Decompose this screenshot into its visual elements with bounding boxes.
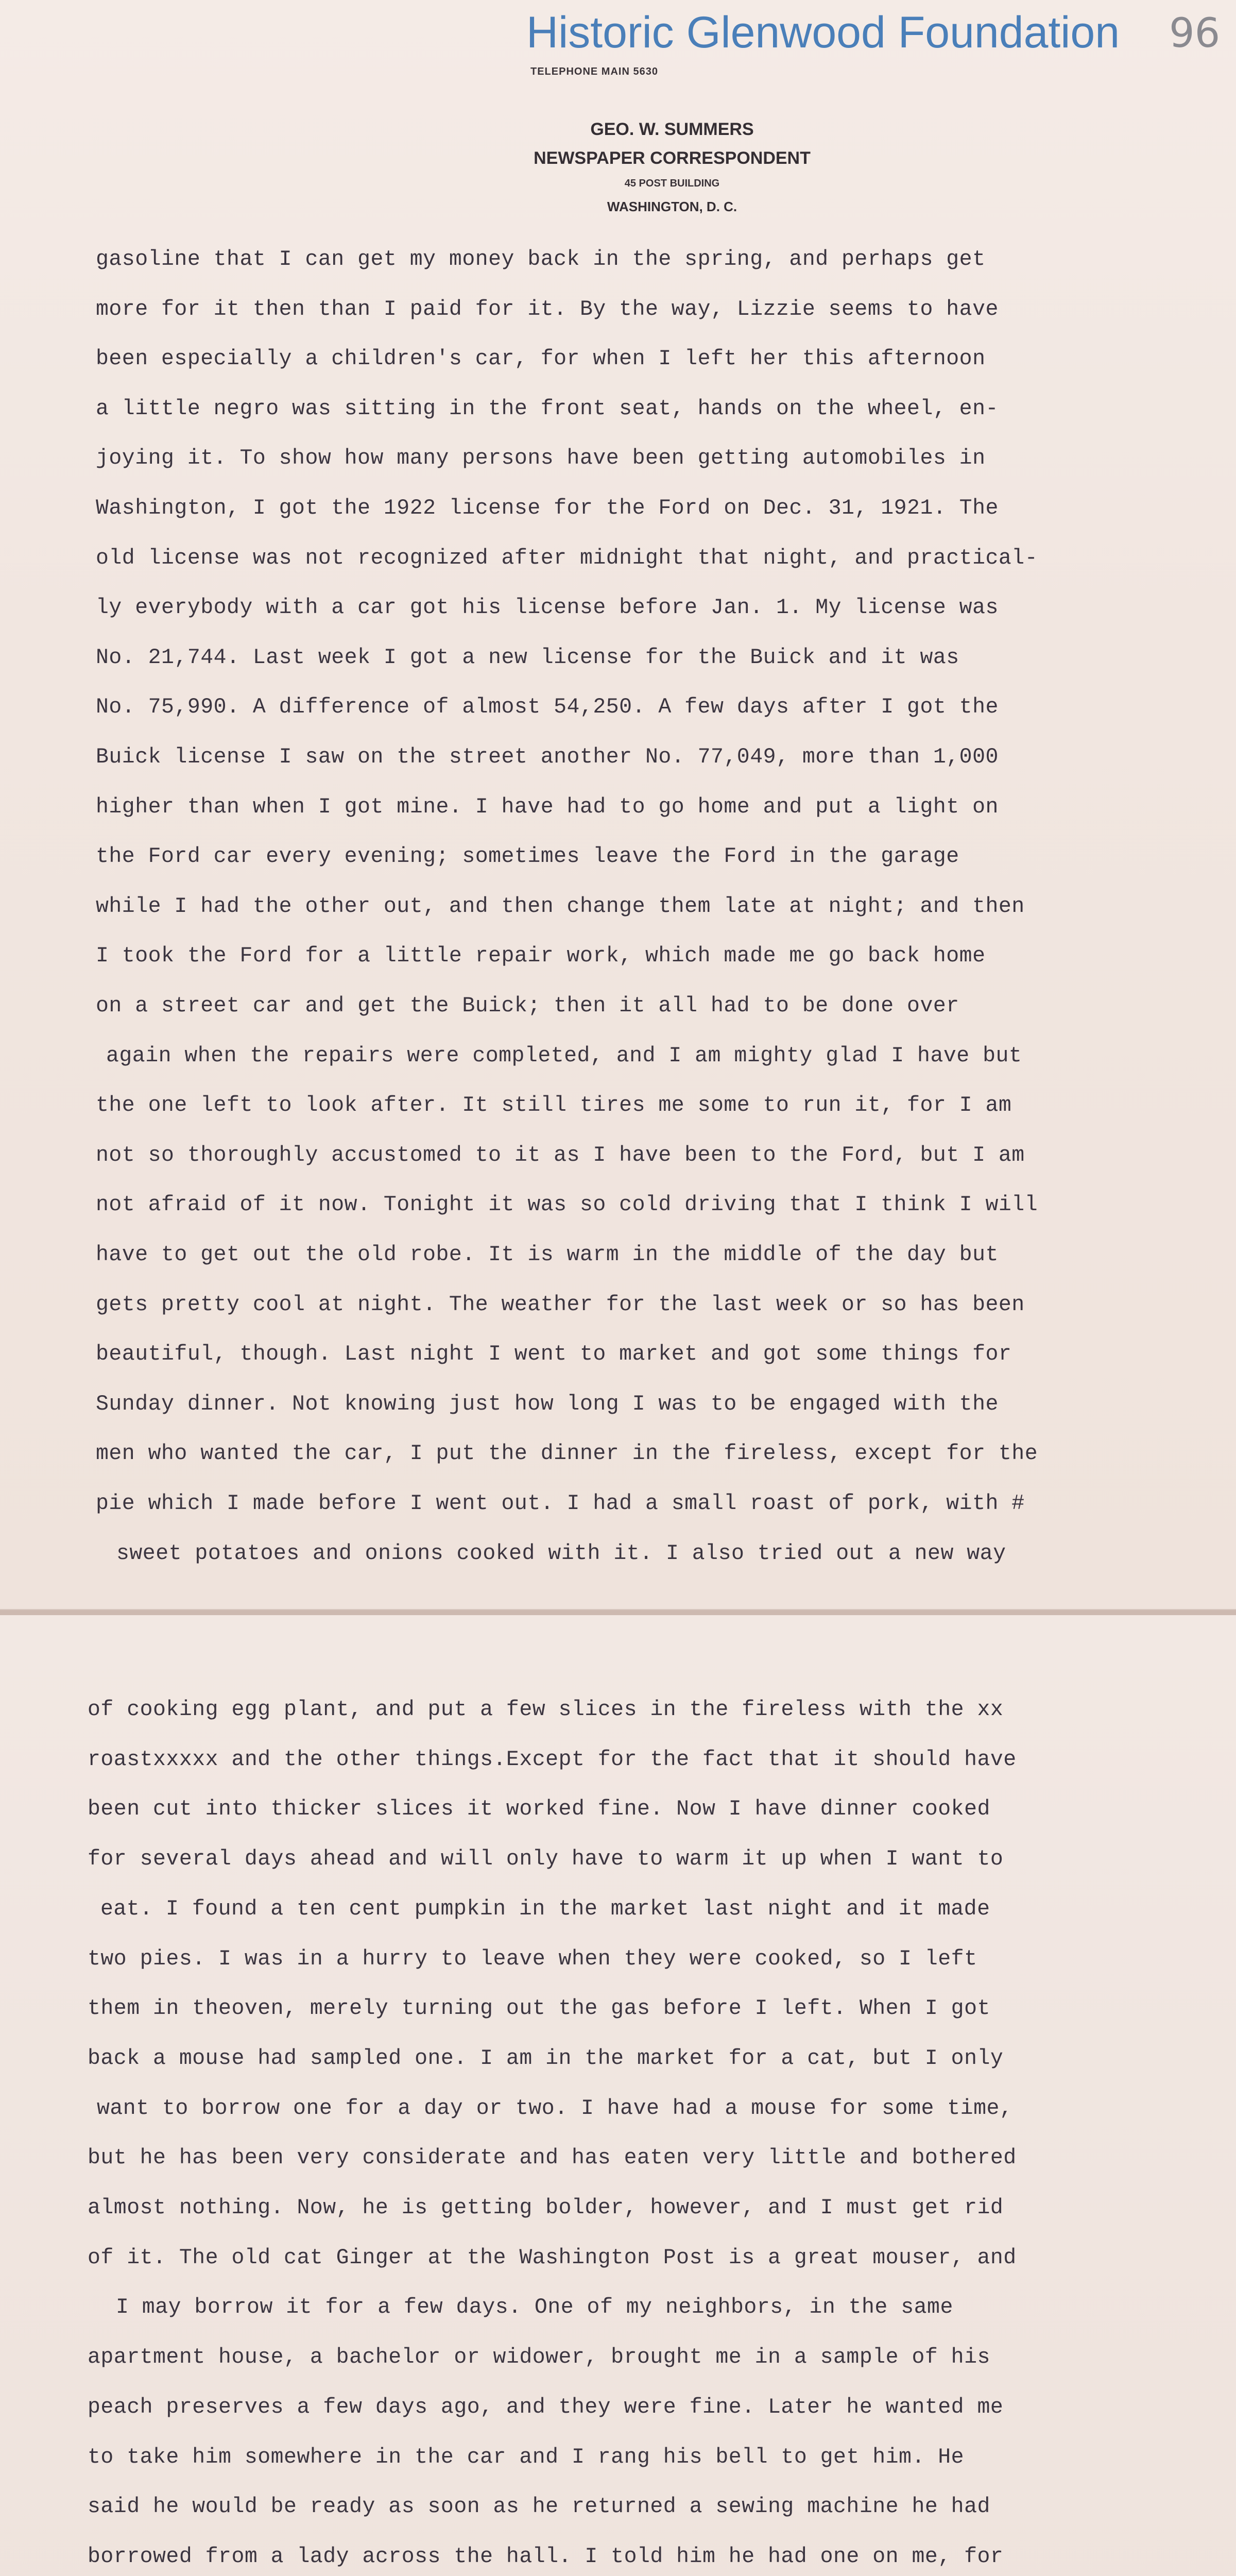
typed-line: I took the Ford for a little repair work, which made me go back home [96, 944, 986, 969]
typed-line: back a mouse had sampled one. I am in the market for a cat, but I only [88, 2046, 1004, 2071]
letterhead-building: 45 POST BUILDING [624, 178, 720, 189]
typed-line: eat. I found a ten cent pumpkin in the market last night and it made [100, 1896, 990, 1921]
typed-line: higher than when I got mine. I have had to go home and put a light on [96, 794, 999, 819]
typed-line: Buick license I saw on the street another No. 77,049, more than 1,000 [96, 745, 999, 769]
typed-line: No. 75,990. A difference of almost 54,250. A few days after I got the [96, 695, 999, 720]
letterhead-telephone: TELEPHONE MAIN 5630 [530, 66, 658, 77]
typed-line: gasoline that I can get my money back in the spring, and perhaps get [96, 247, 986, 272]
typed-line: borrowed from a lady across the hall. I told him he had one on me, for [88, 2544, 1004, 2569]
typed-line: not so thoroughly accustomed to it as I have been to the Ford, but I am [96, 1143, 1025, 1167]
typed-line: said he would be ready as soon as he returned a sewing machine he had [88, 2495, 990, 2519]
typed-line: ly everybody with a car got his license before Jan. 1. My license was [96, 596, 999, 620]
watermark: Historic Glenwood Foundation [526, 8, 1120, 57]
typed-line: gets pretty cool at night. The weather for the last week or so has been [96, 1292, 1025, 1317]
typed-line: almost nothing. Now, he is getting bolder, however, and I must get rid [88, 2196, 1004, 2220]
typed-line: peach preserves a few days ago, and they were fine. Later he wanted me [88, 2395, 1004, 2419]
page-number-pencil-mark: 96 [1169, 10, 1221, 57]
typed-line: the one left to look after. It still tires me some to run it, for I am [96, 1093, 1012, 1118]
typed-line: two pies. I was in a hurry to leave when they were cooked, so I left [88, 1946, 977, 1971]
typed-line: been especially a children's car, for when I left her this afternoon [96, 347, 986, 371]
letter-page-2 [0, 1615, 1236, 2576]
page-fold-divider [0, 1610, 1236, 1615]
typed-line: roastxxxxx and the other things.Except for the fact that it should have [88, 1747, 1017, 1772]
typed-line: for several days ahead and will only have to warm it up when I want to [88, 1847, 1004, 1872]
typed-line: want to borrow one for a day or two. I have had a mouse for some time, [97, 2096, 1013, 2121]
typed-line: the Ford car every evening; sometimes leave the Ford in the garage [96, 844, 959, 869]
letterhead-city: WASHINGTON, D. C. [607, 199, 737, 214]
typed-line: sweet potatoes and onions cooked with it. I also tried out a new way [116, 1541, 1006, 1566]
letterhead-title: NEWSPAPER CORRESPONDENT [534, 148, 811, 168]
typed-line: while I had the other out, and then change them late at night; and then [96, 894, 1025, 919]
typed-line: been cut into thicker slices it worked fine. Now I have dinner cooked [88, 1797, 990, 1822]
typed-line: No. 21,744. Last week I got a new license for the Buick and it was [96, 645, 959, 670]
typed-line: joying it. To show how many persons have been getting automobiles in [96, 446, 986, 471]
letterhead-name: GEO. W. SUMMERS [590, 120, 754, 139]
typed-line: of it. The old cat Ginger at the Washington Post is a great mouser, and [88, 2245, 1017, 2270]
typed-line: on a street car and get the Buick; then it all had to be done over [96, 994, 959, 1018]
typed-line: beautiful, though. Last night I went to market and got some things for [96, 1342, 1012, 1367]
typed-line: men who wanted the car, I put the dinner in the fireless, except for the [96, 1442, 1038, 1466]
typed-line: Sunday dinner. Not knowing just how long I was to be engaged with the [96, 1392, 999, 1416]
typed-line: not afraid of it now. Tonight it was so cold driving that I think I will [96, 1193, 1038, 1217]
typed-line: I may borrow it for a few days. One of my neighbors, in the same [116, 2295, 953, 2320]
typed-line: pie which I made before I went out. I had a small roast of pork, with # [96, 1492, 1025, 1516]
typed-line: them in theoven, merely turning out the gas before I left. When I got [88, 1996, 990, 2021]
typed-line: old license was not recognized after midnight that night, and practical- [96, 546, 1038, 570]
typed-line: of cooking egg plant, and put a few slices in the fireless with the xx [88, 1698, 1004, 1722]
typed-line: more for it then than I paid for it. By the way, Lizzie seems to have [96, 297, 999, 321]
typed-line: apartment house, a bachelor or widower, brought me in a sample of his [88, 2345, 990, 2370]
typed-line: but he has been very considerate and has eaten very little and bothered [88, 2146, 1017, 2171]
typed-line: a little negro was sitting in the front seat, hands on the wheel, en- [96, 396, 999, 421]
typed-line: to take him somewhere in the car and I rang his bell to get him. He [88, 2445, 965, 2469]
typed-line: have to get out the old robe. It is warm in the middle of the day but [96, 1243, 999, 1267]
typed-line: Washington, I got the 1922 license for the Ford on Dec. 31, 1921. The [96, 496, 999, 520]
typed-line: again when the repairs were completed, and I am mighty glad I have but [106, 1043, 1022, 1068]
